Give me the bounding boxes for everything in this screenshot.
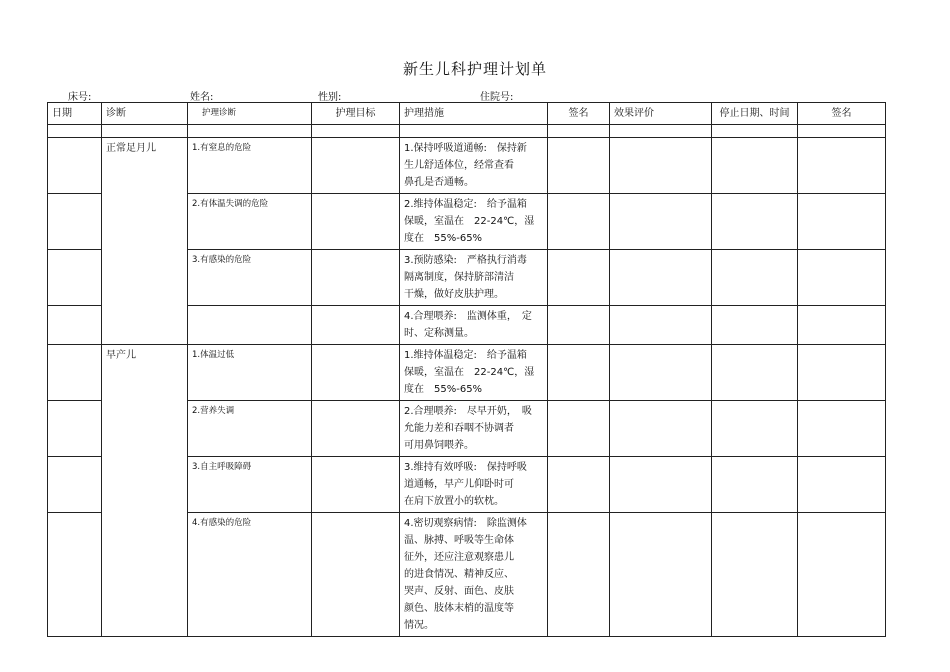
header-date: 日期 xyxy=(48,103,102,125)
nursing-diagnosis-cell xyxy=(188,306,312,345)
sign-cell-2 xyxy=(798,250,886,306)
nursing-diagnosis-cell: 2.有体温失调的危险 xyxy=(188,194,312,250)
diagnosis-cell: 正常足月儿 xyxy=(102,138,188,345)
stop-time-cell xyxy=(712,250,798,306)
sign-cell xyxy=(548,345,610,401)
nursing-goal-cell xyxy=(312,345,400,401)
sign-cell-2 xyxy=(798,457,886,513)
sign-cell-2 xyxy=(798,513,886,637)
nursing-measure-cell: 3.预防感染: 严格执行消毒 隔离制度，保持脐部清洁 干燥，做好皮肤护理。 xyxy=(400,250,548,306)
patient-name-label: 姓名: xyxy=(190,92,214,103)
nursing-measure-cell: 2.合理喂养: 尽早开奶， 吸 允能力差和吞咽不协调者 可用鼻饲喂养。 xyxy=(400,401,548,457)
table-row xyxy=(48,138,886,194)
nursing-diagnosis-cell: 1.有窒息的危险 xyxy=(188,138,312,194)
sign-cell xyxy=(548,138,610,194)
sex-label: 性别: xyxy=(318,92,342,103)
nursing-diagnosis-cell: 4.有感染的危险 xyxy=(188,513,312,637)
nursing-measure-cell: 4.密切观察病情: 除监测体 温、脉搏、呼吸等生命体 征外，还应注意观察患儿 的进食情况、精神反应、 哭声、反射、面色、皮肤 颜色、肢体末梢的温度等 情况。 xyxy=(400,513,548,637)
stop-time-cell xyxy=(712,306,798,345)
date-cell xyxy=(48,457,102,513)
admission-number-label: 住院号: xyxy=(480,92,514,103)
evaluation-cell xyxy=(610,457,712,513)
stop-time-cell xyxy=(712,194,798,250)
nursing-measure-cell: 1.维持体温稳定: 给予温箱 保暖，室温在 22-24℃，湿 度在 55%-65% xyxy=(400,345,548,401)
nursing-goal-cell xyxy=(312,457,400,513)
header-evaluation: 效果评价 xyxy=(610,103,712,125)
header-sign-2: 签名 xyxy=(798,103,886,125)
sign-cell xyxy=(548,306,610,345)
sign-cell xyxy=(548,401,610,457)
table-row xyxy=(48,345,886,401)
stop-time-cell xyxy=(712,457,798,513)
evaluation-cell xyxy=(610,306,712,345)
evaluation-cell xyxy=(610,401,712,457)
evaluation-cell xyxy=(610,513,712,637)
date-cell xyxy=(48,306,102,345)
stop-time-cell xyxy=(712,138,798,194)
date-cell xyxy=(48,513,102,637)
date-cell xyxy=(48,345,102,401)
nursing-measure-cell: 4.合理喂养: 监测体重， 定 时、定称测量。 xyxy=(400,306,548,345)
nursing-diagnosis-cell: 3.有感染的危险 xyxy=(188,250,312,306)
nursing-goal-cell xyxy=(312,401,400,457)
nursing-measure-cell: 3.维持有效呼吸: 保持呼吸 道通畅，早产儿仰卧时可 在肩下放置小的软枕。 xyxy=(400,457,548,513)
header-nursing-measures: 护理措施 xyxy=(400,103,548,125)
sign-cell xyxy=(548,194,610,250)
stop-time-cell xyxy=(712,345,798,401)
evaluation-cell xyxy=(610,345,712,401)
header-nursing-diagnosis: 护理诊断 xyxy=(188,103,312,125)
sign-cell xyxy=(548,457,610,513)
stop-time-cell xyxy=(712,513,798,637)
evaluation-cell xyxy=(610,138,712,194)
nursing-goal-cell xyxy=(312,194,400,250)
sign-cell-2 xyxy=(798,401,886,457)
header-diagnosis: 诊断 xyxy=(102,103,188,125)
header-nursing-goal: 护理目标 xyxy=(312,103,400,125)
nursing-plan-table xyxy=(47,102,886,637)
sign-cell xyxy=(548,513,610,637)
bed-number-label: 床号: xyxy=(68,92,92,103)
sign-cell-2 xyxy=(798,345,886,401)
nursing-goal-cell xyxy=(312,138,400,194)
date-cell xyxy=(48,194,102,250)
date-cell xyxy=(48,401,102,457)
nursing-goal-cell xyxy=(312,250,400,306)
date-cell xyxy=(48,250,102,306)
evaluation-cell xyxy=(610,194,712,250)
stop-time-cell xyxy=(712,401,798,457)
header-stop-time: 停止日期、时间 xyxy=(712,103,798,125)
spacer-row xyxy=(48,125,886,138)
nursing-diagnosis-cell: 1.体温过低 xyxy=(188,345,312,401)
sign-cell-2 xyxy=(798,138,886,194)
nursing-goal-cell xyxy=(312,513,400,637)
header-sign: 签名 xyxy=(548,103,610,125)
diagnosis-cell: 早产儿 xyxy=(102,345,188,637)
header-row xyxy=(48,103,886,125)
sign-cell-2 xyxy=(798,194,886,250)
nursing-measure-cell: 1.保持呼吸道通畅: 保持新 生儿舒适体位，经常查看 鼻孔是否通畅。 xyxy=(400,138,548,194)
date-cell xyxy=(48,138,102,194)
sign-cell-2 xyxy=(798,306,886,345)
evaluation-cell xyxy=(610,250,712,306)
nursing-goal-cell xyxy=(312,306,400,345)
nursing-diagnosis-cell: 3.自主呼吸障碍 xyxy=(188,457,312,513)
sign-cell xyxy=(548,250,610,306)
page-title: 新生儿科护理计划单 xyxy=(402,60,547,78)
nursing-diagnosis-cell: 2.营养失调 xyxy=(188,401,312,457)
nursing-measure-cell: 2.维持体温稳定: 给予温箱 保暖，室温在 22-24℃，湿 度在 55%-65% xyxy=(400,194,548,250)
